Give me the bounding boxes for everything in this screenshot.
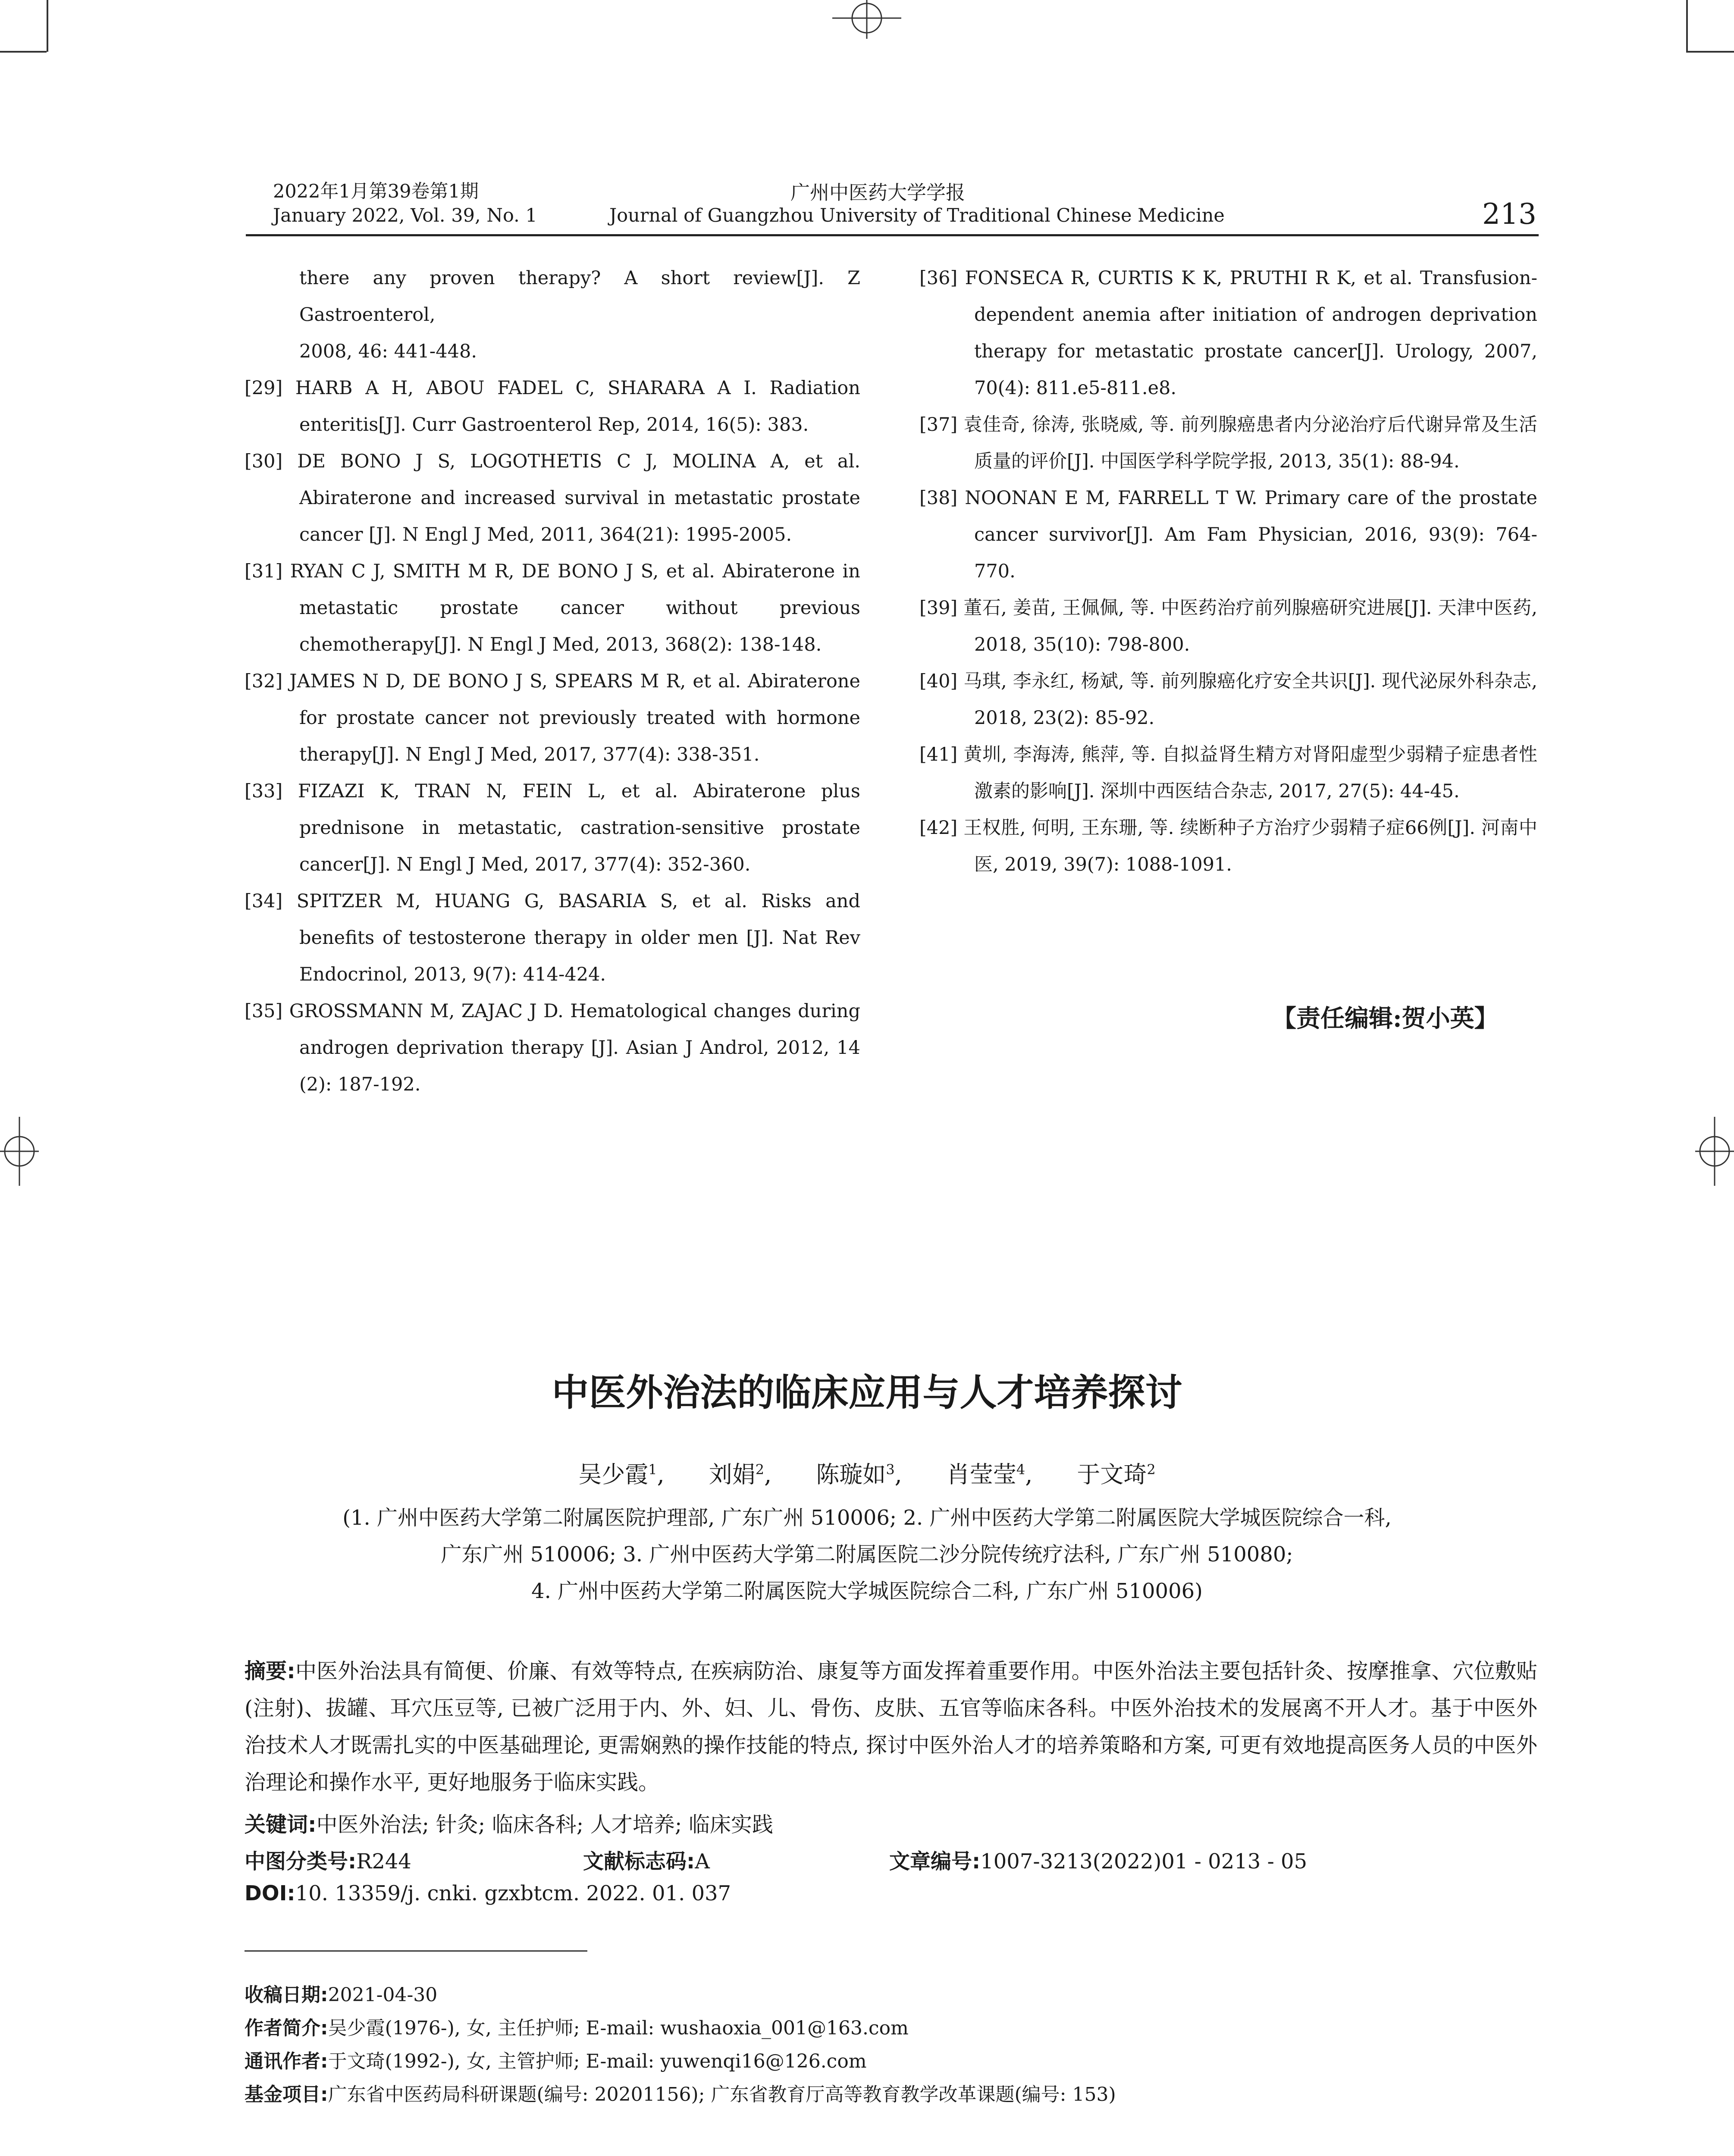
reference-number: [38]	[919, 487, 958, 509]
reference-text: FONSECA R, CURTIS K K, PRUTHI R K, et al. Transfusion-dependent anemia after initiation of androgen deprivation therapy for metastatic prostate cancer[J]. Urology, 2007, 70(4): 811.e5-811.e8.	[965, 267, 1537, 399]
classification-row	[245, 1845, 1307, 1874]
abstract-label: 摘要:	[245, 1659, 295, 1683]
reference-item	[919, 480, 1537, 590]
reference-number: [34]	[245, 890, 283, 912]
footnote-label: 基金项目:	[245, 2084, 328, 2106]
crop-mark	[0, 51, 47, 53]
reference-text: 马琪, 李永红, 杨斌, 等. 前列腺癌化疗安全共识[J]. 现代泌尿外科杂志, 2018, 23(2): 85-92.	[963, 671, 1537, 729]
reference-text: 王权胜, 何明, 王东珊, 等. 续断种子方治疗少弱精子症66例[J]. 河南中医, 2019, 39(7): 1088-1091.	[963, 817, 1537, 875]
responsible-editor: 【责任编辑:贺小英】	[1272, 1004, 1499, 1033]
reference-text: 袁佳奇, 徐涛, 张晓威, 等. 前列腺癌患者内分泌治疗后代谢异常及生活质量的评价[J]. 中国医学科学院学报, 2013, 35(1): 88-94.	[963, 414, 1537, 472]
footnote-rule	[245, 1950, 587, 1952]
reference-number: [42]	[919, 817, 958, 839]
page-number: 213	[1482, 197, 1536, 231]
reference-item	[245, 663, 860, 773]
reference-item	[245, 993, 860, 1103]
reference-number: [41]	[919, 744, 958, 765]
affiliation-line: 广东广州 510006; 3. 广州中医药大学第二附属医院二沙分院传统疗法科, 广东广州 510080;	[441, 1542, 1293, 1567]
crop-mark	[47, 0, 48, 52]
reference-number: [30]	[245, 451, 283, 472]
registration-mark-icon	[832, 0, 901, 39]
reference-text: NOONAN E M, FARRELL T W. Primary care of the prostate cancer survivor[J]. Am Fam Physician, 2016, 93(9): 764-770.	[965, 487, 1537, 582]
reference-item	[245, 443, 860, 553]
crop-mark	[1686, 51, 1734, 53]
footnote-funding	[245, 2079, 1116, 2106]
doi	[245, 1881, 731, 1905]
reference-item	[245, 773, 860, 883]
crop-mark	[1686, 0, 1688, 52]
issue-en: January 2022, Vol. 39, No. 1	[273, 205, 537, 226]
reference-number: [32]	[245, 671, 283, 692]
reference-line: 2008, 46: 441-448.	[299, 341, 477, 362]
reference-item	[919, 736, 1537, 810]
doi-label: DOI:	[245, 1881, 295, 1905]
keywords-label: 关键词:	[245, 1812, 317, 1837]
footnote-label: 作者简介:	[245, 2017, 328, 2039]
reference-item	[245, 370, 860, 443]
doc-code-value: A	[695, 1849, 710, 1874]
reference-item	[919, 260, 1537, 407]
reference-number: [40]	[919, 671, 958, 692]
reference-item	[919, 810, 1537, 883]
reference-number: [35]	[245, 1000, 283, 1022]
references-right-column	[919, 260, 1537, 883]
reference-continuation	[245, 260, 860, 370]
affiliations	[0, 1500, 1734, 1610]
abstract	[245, 1653, 1537, 1801]
registration-mark-icon	[0, 1117, 39, 1186]
footnote-corresponding-author	[245, 2046, 867, 2073]
footnote-text: 广东省中医药局科研课题(编号: 20201156); 广东省教育厅高等教育教学改革课题(编号: 153)	[328, 2084, 1116, 2106]
reference-number: [29]	[245, 377, 283, 399]
author-name: 肖莹莹	[946, 1461, 1016, 1488]
footnote-text: 于文琦(1992-), 女, 主管护师; E-mail: yuwenqi16@126.com	[328, 2050, 867, 2072]
author-name: 于文琦	[1077, 1461, 1147, 1488]
reference-number: [39]	[919, 597, 958, 619]
article-number-label: 文章编号:	[889, 1849, 981, 1874]
reference-text: 黄圳, 李海涛, 熊萍, 等. 自拟益肾生精方对肾阳虚型少弱精子症患者性激素的影响[J]. 深圳中西医结合杂志, 2017, 27(5): 44-45.	[963, 744, 1537, 802]
article-number-field	[889, 1849, 1307, 1874]
author-affiliation-mark: 2	[755, 1461, 765, 1478]
reference-text: GROSSMANN M, ZAJAC J D. Hematological changes during androgen deprivation therapy [J]. Asian J Androl, 2012, 14 (2): 187-192.	[289, 1000, 860, 1095]
footnote-text: 2021-04-30	[328, 1984, 438, 2006]
reference-line: there any proven therapy? A short review[J]. Z Gastroenterol,	[299, 267, 860, 326]
keywords-text: 中医外治法; 针灸; 临床各科; 人才培养; 临床实践	[316, 1812, 773, 1837]
reference-item	[919, 590, 1537, 663]
author-name: 陈璇如	[816, 1461, 886, 1488]
author-name: 刘娟	[709, 1461, 756, 1488]
reference-text: HARB A H, ABOU FADEL C, SHARARA A I. Radiation enteritis[J]. Curr Gastroenterol Rep, 2014, 16(5): 383.	[295, 377, 861, 436]
reference-number: [33]	[245, 780, 283, 802]
author-affiliation-mark: 2	[1147, 1461, 1156, 1478]
header-rule	[246, 234, 1539, 236]
keywords	[245, 1808, 773, 1838]
reference-number: [31]	[245, 561, 283, 582]
footnote-label: 收稿日期:	[245, 1984, 328, 2006]
journal-title-en: Journal of Guangzhou University of Traditional Chinese Medicine	[609, 205, 1225, 226]
reference-item	[245, 883, 860, 993]
reference-number: [36]	[919, 267, 958, 289]
footnote-label: 通讯作者:	[245, 2050, 328, 2072]
author-affiliation-mark: 4	[1016, 1461, 1025, 1478]
article-title: 中医外治法的临床应用与人才培养探讨	[552, 1371, 1182, 1414]
reference-item	[245, 553, 860, 663]
article-number-value: 1007-3213(2022)01 - 0213 - 05	[980, 1849, 1308, 1874]
registration-mark-icon	[1695, 1117, 1734, 1186]
journal-title-cn: 广州中医药大学学报	[790, 181, 966, 204]
reference-number: [37]	[919, 414, 958, 436]
author-name: 吴少霞	[578, 1461, 649, 1488]
reference-text: FIZAZI K, TRAN N, FEIN L, et al. Abiraterone plus prednisone in metastatic, castration-sensitive prostate cancer[J]. N Engl J Med, 2017, 377(4): 352-360.	[298, 780, 860, 875]
reference-text: JAMES N D, DE BONO J S, SPEARS M R, et al. Abiraterone for prostate cancer not previously treated with hormone therapy[J]. N Engl J Med, 2017, 377(4): 338-351.	[289, 671, 860, 765]
reference-text: RYAN C J, SMITH M R, DE BONO J S, et al. Abiraterone in metastatic prostate cancer without previous chemotherapy[J]. N Engl J Med, 2013, 368(2): 138-148.	[290, 561, 860, 655]
author-list: 吴少霞$^1$, 刘娟$^2$, 陈璇如$^3$, 肖莹莹$^4$, 于文琦$^2$	[578, 1461, 1156, 1488]
abstract-text: 中医外治法具有简便、价廉、有效等特点, 在疾病防治、康复等方面发挥着重要作用。中医外治法主要包括针灸、按摩推拿、穴位敷贴(注射)、拔罐、耳穴压豆等, 已被广泛用于内、外、妇、儿、骨伤、皮肤、五官等临床各科。中医外治技术的发展离不开人才。基于中医外治技术人才既需扎实的中医基础理论, 更需娴熟的操作技能的特点, 探讨中医外治人才的培养策略和方案, 可更有效地提高医务人员的中医外治理论和操作水平, 更好地服务于临床实践。	[245, 1659, 1537, 1795]
issue-cn: 2022年1月第39卷第1期	[273, 181, 479, 202]
clc-field	[245, 1845, 583, 1874]
doi-value: 10. 13359/j. cnki. gzxbtcm. 2022. 01. 037	[295, 1881, 731, 1905]
clc-label: 中图分类号:	[245, 1849, 357, 1874]
references-left-column	[245, 260, 860, 1103]
affiliation-line: 4. 广州中医药大学第二附属医院大学城医院综合二科, 广东广州 510006)	[531, 1579, 1203, 1603]
author-affiliation-mark: 1	[648, 1461, 657, 1478]
reference-text: DE BONO J S, LOGOTHETIS C J, MOLINA A, et al. Abiraterone and increased survival in metastatic prostate cancer [J]. N Engl J Med, 2011, 364(21): 1995-2005.	[297, 451, 860, 545]
author-affiliation-mark: 3	[886, 1461, 895, 1478]
clc-value: R244	[356, 1849, 411, 1874]
reference-item	[919, 407, 1537, 480]
reference-item	[919, 663, 1537, 736]
doc-code-label: 文献标志码:	[583, 1849, 695, 1874]
footnote-received	[245, 1979, 437, 2007]
reference-text: 董石, 姜苗, 王佩佩, 等. 中医药治疗前列腺癌研究进展[J]. 天津中医药, 2018, 35(10): 798-800.	[963, 597, 1537, 655]
footnote-author-bio	[245, 2012, 909, 2040]
reference-text: SPITZER M, HUANG G, BASARIA S, et al. Risks and benefits of testosterone therapy in older men [J]. Nat Rev Endocrinol, 2013, 9(7): 414-424.	[296, 890, 860, 985]
doc-code-field	[583, 1845, 889, 1874]
footnote-text: 吴少霞(1976-), 女, 主任护师; E-mail: wushaoxia_001@163.com	[328, 2017, 909, 2039]
affiliation-line: (1. 广州中医药大学第二附属医院护理部, 广东广州 510006; 2. 广州中医药大学第二附属医院大学城医院综合一科,	[342, 1506, 1392, 1530]
